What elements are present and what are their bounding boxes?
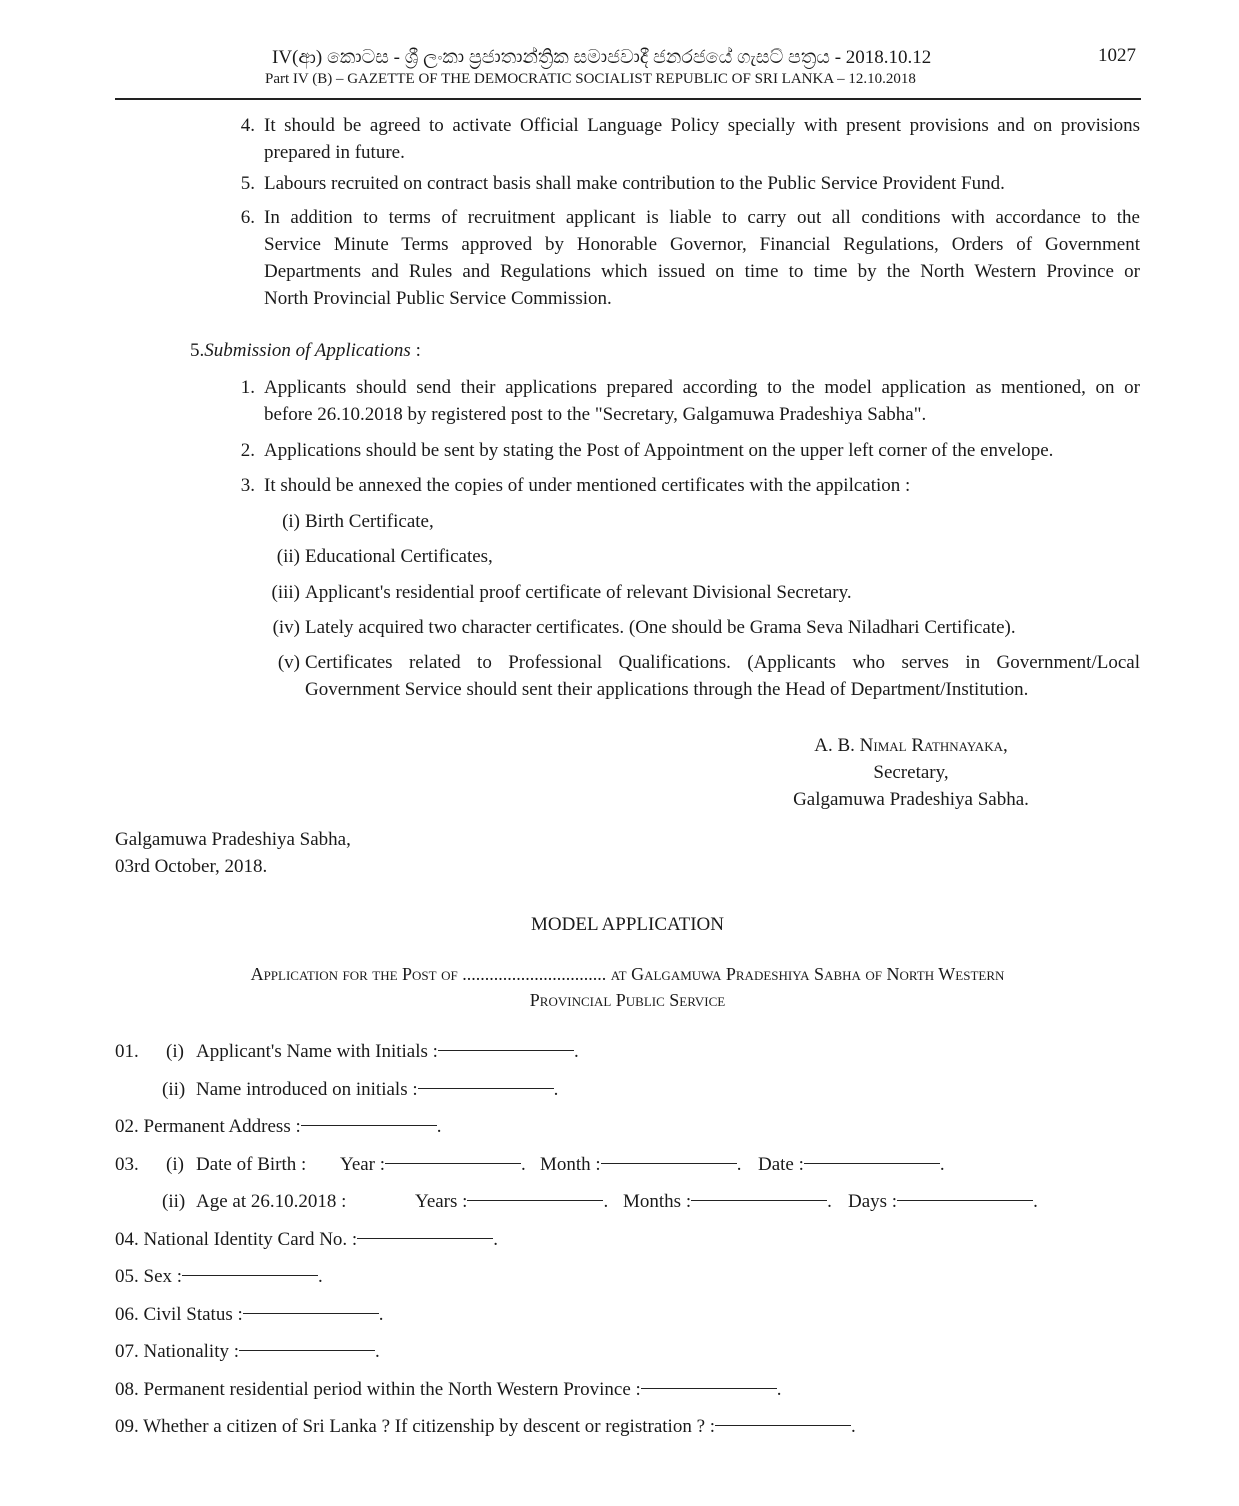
field-end-dot: . bbox=[436, 1116, 442, 1137]
condition-text-line: Departments and Rules and Regulations which issued on time to time by the North Western Province or bbox=[264, 261, 1140, 282]
submission-text-line: Applications should be sent by stating the Post of Appointment on the upper left corner of the envelope. bbox=[264, 440, 1054, 461]
citizenship-blank[interactable] bbox=[715, 1425, 851, 1426]
nationality-blank[interactable] bbox=[239, 1350, 375, 1351]
certificate-text: Certificates related to Professional Qualifications. (Applicants who serves in Government/Local bbox=[305, 652, 1140, 673]
signatory-name: A. B. Nimal Rathnayaka, bbox=[814, 735, 1008, 756]
submission-text-line: It should be annexed the copies of under mentioned certificates with the appilcation : bbox=[264, 475, 911, 496]
name-initials-blank[interactable] bbox=[418, 1088, 554, 1089]
certificate-text: Educational Certificates, bbox=[305, 546, 493, 567]
dob-month-blank[interactable] bbox=[601, 1163, 737, 1164]
certificate-text: Applicant's residential proof certificate of relevant Divisional Secretary. bbox=[305, 582, 852, 603]
condition-number: 6. bbox=[240, 207, 255, 228]
applicant-name-blank[interactable] bbox=[438, 1050, 574, 1051]
months-label: Months : bbox=[623, 1191, 692, 1212]
civil-status-blank[interactable] bbox=[243, 1313, 379, 1314]
field-01-i-row bbox=[196, 1041, 579, 1063]
field-end-dot: . bbox=[378, 1304, 384, 1325]
residential-period-label: 08. Permanent residential period within the North Western Province : bbox=[115, 1379, 641, 1400]
field-end-dot: . bbox=[493, 1229, 498, 1250]
date-label: Date : bbox=[758, 1154, 804, 1175]
years-label: Years : bbox=[415, 1191, 468, 1212]
permanent-address-blank[interactable] bbox=[301, 1125, 437, 1126]
place-date-block bbox=[115, 826, 351, 880]
condition-text-line: prepared in future. bbox=[264, 142, 405, 163]
residential-period-blank[interactable] bbox=[641, 1388, 777, 1389]
applicant-name-label: Applicant's Name with Initials : bbox=[196, 1041, 438, 1062]
field-end-dot: . bbox=[736, 1154, 742, 1175]
header-english-title: Part IV (B) – GAZETTE OF THE DEMOCRATIC SOCIALIST REPUBLIC OF SRI LANKA – 12.10.2018 bbox=[265, 71, 916, 87]
condition-text-line: It should be agreed to activate Official Language Policy specially with present provisions and on provisions bbox=[264, 115, 1140, 136]
citizenship-label: 09. Whether a citizen of Sri Lanka ? If citizenship by descent or registration ? : bbox=[115, 1416, 716, 1437]
field-01-i-number: (i) bbox=[166, 1041, 184, 1062]
issue-date: 03rd October, 2018. bbox=[115, 856, 268, 877]
permanent-address-label: 02. Permanent Address : bbox=[115, 1116, 301, 1137]
field-end-dot: . bbox=[939, 1154, 945, 1175]
field-end-dot: . bbox=[553, 1079, 559, 1100]
nationality-label: 07. Nationality : bbox=[115, 1341, 240, 1362]
age-months-row bbox=[623, 1191, 832, 1213]
submission-text-line: before 26.10.2018 by registered post to the "Secretary, Galgamuwa Pradeshiya Sabha". bbox=[264, 404, 927, 425]
condition-text-line: North Provincial Public Service Commission. bbox=[264, 288, 612, 309]
field-end-dot: . bbox=[851, 1416, 856, 1437]
field-end-dot: . bbox=[603, 1191, 609, 1212]
certificate-number: (ii) bbox=[276, 546, 300, 567]
field-end-dot: . bbox=[1033, 1191, 1038, 1212]
field-05-row bbox=[115, 1266, 323, 1288]
field-01-ii-row bbox=[196, 1079, 558, 1101]
month-label: Month : bbox=[540, 1154, 601, 1175]
issuing-place: Galgamuwa Pradeshiya Sabha, bbox=[115, 829, 351, 850]
field-02-row bbox=[115, 1116, 442, 1138]
submission-heading-text: Submission of Applications bbox=[204, 340, 411, 361]
field-01-ii-number: (ii) bbox=[162, 1079, 186, 1100]
field-09-row bbox=[115, 1416, 856, 1438]
signatory-title: Secretary, bbox=[873, 762, 949, 783]
age-months-blank[interactable] bbox=[691, 1200, 827, 1201]
condition-number: 4. bbox=[240, 115, 255, 136]
field-04-row bbox=[115, 1229, 498, 1251]
dob-date-blank[interactable] bbox=[804, 1163, 940, 1164]
field-07-row bbox=[115, 1341, 380, 1363]
field-end-dot: . bbox=[375, 1341, 380, 1362]
year-label: Year : bbox=[340, 1154, 386, 1175]
field-03-i-number: (i) bbox=[166, 1154, 184, 1175]
dob-year-blank[interactable] bbox=[385, 1163, 521, 1164]
certificate-text: Lately acquired two character certificates. (One should be Grama Seva Niladhari Certificate). bbox=[305, 617, 1016, 638]
page-number: 1027 bbox=[1098, 45, 1136, 66]
field-03-ii-number: (ii) bbox=[162, 1191, 186, 1212]
name-initials-label: Name introduced on initials : bbox=[196, 1079, 418, 1100]
dob-month-row bbox=[540, 1154, 741, 1176]
civil-status-label: 06. Civil Status : bbox=[115, 1304, 243, 1325]
header-rule bbox=[115, 98, 1141, 100]
certificate-number: (v) bbox=[277, 652, 300, 673]
model-application-subtitle-line1: Application for the Post of ................................ at Galgamuwa Pradeshiya Sabha of North Western bbox=[250, 964, 1005, 984]
submission-number-1: 1. bbox=[240, 377, 255, 398]
header-sinhala-title: IV(ආ) කොටස - ශ්‍රී ලංකා ප්‍රජාතාන්ත්‍රික සමාජවාදී ජනරජයේ ගැසට් පත්‍රය - 2018.10.12 bbox=[272, 47, 932, 68]
field-end-dot: . bbox=[318, 1266, 323, 1287]
submission-number-3: 3. bbox=[240, 475, 255, 496]
condition-text-line: Service Minute Terms approved by Honorable Governor, Financial Regulations, Orders of Government bbox=[264, 234, 1140, 255]
field-03-number: 03. bbox=[115, 1154, 139, 1175]
submission-number: 5. bbox=[190, 340, 205, 361]
age-years-row bbox=[415, 1191, 608, 1213]
age-days-blank[interactable] bbox=[897, 1200, 1033, 1201]
field-08-row bbox=[115, 1379, 782, 1401]
age-days-row bbox=[848, 1191, 1038, 1213]
certificate-number: (iii) bbox=[271, 582, 300, 603]
condition-text-line: Labours recruited on contract basis shall make contribution to the Public Service Provident Fund. bbox=[264, 173, 1005, 194]
condition-number: 5. bbox=[240, 173, 255, 194]
certificate-text: Government Service should sent their applications through the Head of Department/Institution. bbox=[305, 679, 1029, 700]
sex-label: 05. Sex : bbox=[115, 1266, 183, 1287]
field-end-dot: . bbox=[521, 1154, 526, 1175]
nic-blank[interactable] bbox=[357, 1238, 493, 1239]
nic-label: 04. National Identity Card No. : bbox=[115, 1229, 358, 1250]
certificate-number: (i) bbox=[282, 511, 300, 532]
days-label: Days : bbox=[848, 1191, 898, 1212]
age-label: Age at 26.10.2018 : bbox=[196, 1191, 347, 1212]
model-application-subtitle-line2: Provincial Public Service bbox=[529, 990, 726, 1010]
date-of-birth-label: Date of Birth : bbox=[196, 1154, 307, 1175]
model-application-title: MODEL APPLICATION bbox=[531, 914, 724, 935]
field-06-row bbox=[115, 1304, 384, 1326]
field-end-dot: . bbox=[827, 1191, 832, 1212]
certificate-number: (iv) bbox=[272, 617, 300, 638]
submission-number-2: 2. bbox=[240, 440, 255, 461]
condition-text-line: In addition to terms of recruitment applicant is liable to carry out all conditions with accordance to the bbox=[264, 207, 1140, 228]
signature-block bbox=[780, 732, 1042, 813]
age-years-blank[interactable] bbox=[467, 1200, 603, 1201]
submission-heading bbox=[190, 340, 421, 362]
certificate-text: Birth Certificate, bbox=[305, 511, 434, 532]
dob-year-row bbox=[340, 1154, 526, 1176]
submission-text-line: Applicants should send their applications prepared according to the model application as mentioned, on or bbox=[264, 377, 1140, 398]
sex-blank[interactable] bbox=[182, 1275, 318, 1276]
field-end-dot: . bbox=[776, 1379, 782, 1400]
field-01-number: 01. bbox=[115, 1041, 139, 1062]
submission-colon: : bbox=[410, 340, 421, 361]
field-end-dot: . bbox=[573, 1041, 579, 1062]
signatory-office: Galgamuwa Pradeshiya Sabha. bbox=[793, 789, 1029, 810]
dob-date-row bbox=[758, 1154, 945, 1176]
